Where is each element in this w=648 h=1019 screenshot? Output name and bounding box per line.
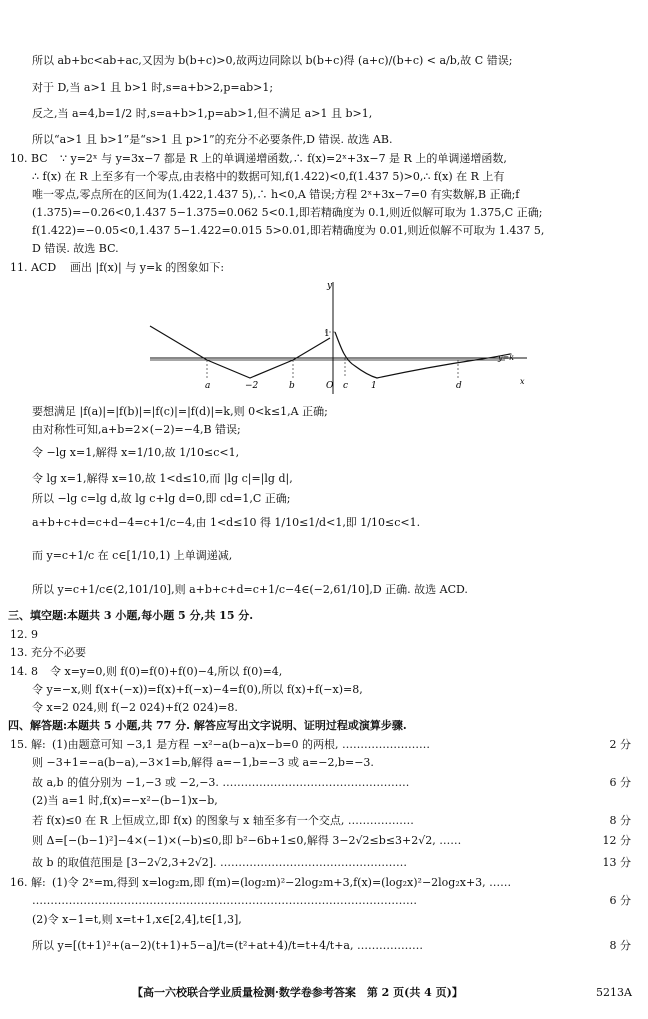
line-text: 令 x=2 024,则 f(−2 024)+f(2 024)=8.	[32, 701, 238, 714]
line-text: 四、解答题:本题共 5 小题,共 77 分. 解答应写出文字说明、证明过程或演算步骤.	[8, 719, 407, 732]
line-text: (2)令 x−1=t,则 x=t+1,x∈[2,4],t∈[1,3],	[32, 913, 242, 926]
line-text: f(1.422)=−0.05<0,1.437 5−1.422=0.015 5>0.01,即若精确度为 0.01,则近似解不可取为 1.437 5,	[32, 224, 545, 237]
text-line	[0, 545, 648, 567]
line-text: ∵ y=2ˣ 与 y=3x−7 都是 R 上的单调递增函数,∴ f(x)=2ˣ+3x−7 是 R 上的单调递增函数,	[60, 152, 507, 165]
line-text: D 错误. 故选 BC.	[32, 242, 119, 255]
line-text: 则 Δ=[−(b−1)²]−4×(−1)×(−b)≤0,即 b²−6b+1≤0,解得 3−2√2≤b≤3+2√2, ……	[32, 834, 462, 847]
text-line	[0, 103, 648, 125]
y-axis-label: y	[327, 281, 333, 291]
footer-title: 【高一六校联合学业质量检测·数学卷参考答案 第 2 页(共 4 页)】	[132, 986, 463, 999]
score-points: 12 分	[602, 834, 631, 847]
text-line	[0, 442, 648, 464]
k-line-label: y=k	[498, 353, 515, 362]
line-text: 画出 |f(x)| 与 y=k 的图象如下:	[70, 261, 225, 274]
question-label: 12. 9	[10, 628, 38, 641]
text-line	[0, 419, 648, 441]
question-label: 11. ACD	[10, 261, 57, 274]
line-text: 则 −3+1=−a(b−a),−3×1=b,解得 a=−1,b=−3 或 a=−2,b=−3.	[32, 756, 374, 769]
text-line	[0, 468, 648, 490]
question-label: 13. 充分不必要	[10, 646, 86, 659]
footer-code: 5213A	[596, 986, 632, 999]
question-label: 14. 8	[10, 665, 38, 678]
line-text: ∴ f(x) 在 R 上至多有一个零点,由表格中的数据可知,f(1.422)<0,f(1.437 5)>0,∴ f(x) 在 R 上有	[32, 170, 505, 183]
question-label: 10. BC	[10, 152, 48, 165]
text-line	[0, 790, 648, 812]
line-text: a+b+c+d=c+d−4=c+1/c−4,由 1<d≤10 得 1/10≤1/d<1,即 1/10≤c<1.	[32, 516, 421, 529]
line-text: 令 y=−x,则 f(x+(−x))=f(x)+f(−x)−4=f(0),所以 f(x)+f(−x)=8,	[32, 683, 363, 696]
x-mark-label: O	[326, 381, 334, 391]
text-line	[0, 810, 648, 832]
text-line	[0, 488, 648, 510]
x-axis-label: x	[520, 377, 525, 386]
line-text: 要想满足 |f(a)|=|f(b)|=|f(c)|=|f(d)|=k,则 0<k≤1,A 正确;	[32, 405, 328, 418]
line-text: (1)由题意可知 −3,1 是方程 −x²−a(b−a)x−b=0 的两根, ……………………	[52, 738, 430, 751]
line-text: 所以 ab+bc<ab+ac,又因为 b(b+c)>0,故两边同除以 b(b+c)得 (a+c)/(b+c) < a/b,故 C 错误;	[32, 54, 513, 67]
line-text: 所以 y=c+1/c∈(2,101/10],则 a+b+c+d=c+1/c−4∈(−2,61/10],D 正确. 故选 ACD.	[32, 583, 468, 596]
line-text: (1.375)=−0.26<0,1.437 5−1.375=0.062 5<0.1,即若精确度为 0.1,则近似解可取为 1.375,C 正确;	[32, 206, 543, 219]
line-text: 对于 D,当 a>1 且 b>1 时,s=a+b>2,p=ab>1;	[32, 81, 274, 94]
line-text: 由对称性可知,a+b=2×(−2)=−4,B 错误;	[32, 423, 241, 436]
text-line	[0, 935, 648, 957]
text-line	[0, 752, 648, 774]
score-points: 8 分	[609, 939, 631, 952]
x-mark-label: b	[289, 381, 295, 391]
text-line	[0, 909, 648, 931]
line-text: 所以 −lg c=lg d,故 lg c+lg d=0,即 cd=1,C 正确;	[32, 492, 291, 505]
log-branch-curve	[335, 332, 510, 378]
question-label: 15. 解:	[10, 738, 46, 751]
line-text: 所以 y=[(t+1)²+(a−2)(t+1)+5−a]/t=(t²+at+4)/t=t+4/t+a, ………………	[32, 939, 423, 952]
left-branch-curve	[150, 326, 330, 378]
text-line	[0, 852, 648, 874]
line-text: 故 a,b 的值分别为 −1,−3 或 −2,−3. ……………………………………………	[32, 776, 410, 789]
score-points: 8 分	[609, 814, 631, 827]
x-mark-label: d	[456, 381, 462, 391]
line-text: ……………………………………………………………………………………………	[32, 894, 417, 907]
score-points: 13 分	[602, 856, 631, 869]
x-mark-label: 1	[371, 381, 377, 391]
line-text: 所以“a>1 且 b>1”是“s>1 且 p>1”的充分不必要条件,D 错误. 故选 AB.	[32, 133, 393, 146]
text-line	[0, 50, 648, 72]
line-text: (2)当 a=1 时,f(x)=−x²−(b−1)x−b,	[32, 794, 218, 807]
score-points: 6 分	[609, 776, 631, 789]
text-line	[0, 579, 648, 601]
line-text: 令 −lg x=1,解得 x=1/10,故 1/10≤c<1,	[32, 446, 240, 459]
line-text: 而 y=c+1/c 在 c∈[1/10,1) 上单调递减,	[32, 549, 233, 562]
score-points: 2 分	[609, 738, 631, 751]
score-points: 6 分	[609, 894, 631, 907]
x-mark-label: c	[343, 381, 349, 391]
line-text: 反之,当 a=4,b=1/2 时,s=a+b>1,p=ab>1,但不满足 a>1 且 b>1,	[32, 107, 373, 120]
x-mark-label: −2	[245, 381, 259, 391]
line-text: 令 lg x=1,解得 x=10,故 1<d≤10,而 |lg c|=|lg d|,	[32, 472, 293, 485]
line-text: 若 f(x)≤0 在 R 上恒成立,即 f(x) 的图象与 x 轴至多有一个交点, ………………	[32, 814, 414, 827]
text-line	[0, 512, 648, 534]
function-graph	[145, 276, 535, 398]
page-footer	[0, 981, 648, 1005]
line-text: 三、填空题:本题共 3 小题,每小题 5 分,共 15 分.	[8, 609, 254, 622]
line-text: 令 x=y=0,则 f(0)=f(0)+f(0)−4,所以 f(0)=4,	[50, 665, 283, 678]
text-line	[0, 830, 648, 852]
line-text: 故 b 的取值范围是 [3−2√2,3+2√2]. ……………………………………………	[32, 856, 408, 869]
line-text: (1)令 2ˣ=m,得到 x=log₂m,即 f(m)=(log₂m)²−2log₂m+3,f(x)=(log₂x)²−2log₂x+3, ……	[52, 876, 512, 889]
text-line	[0, 77, 648, 99]
line-text: 唯一零点,零点所在的区间为(1.422,1.437 5),∴ h<0,A 错误;方程 2ˣ+3x−7=0 有实数解,B 正确;f	[32, 188, 520, 201]
question-label: 16. 解:	[10, 876, 46, 889]
x-mark-label: a	[205, 381, 211, 391]
y-tick-one: 1	[324, 329, 330, 339]
